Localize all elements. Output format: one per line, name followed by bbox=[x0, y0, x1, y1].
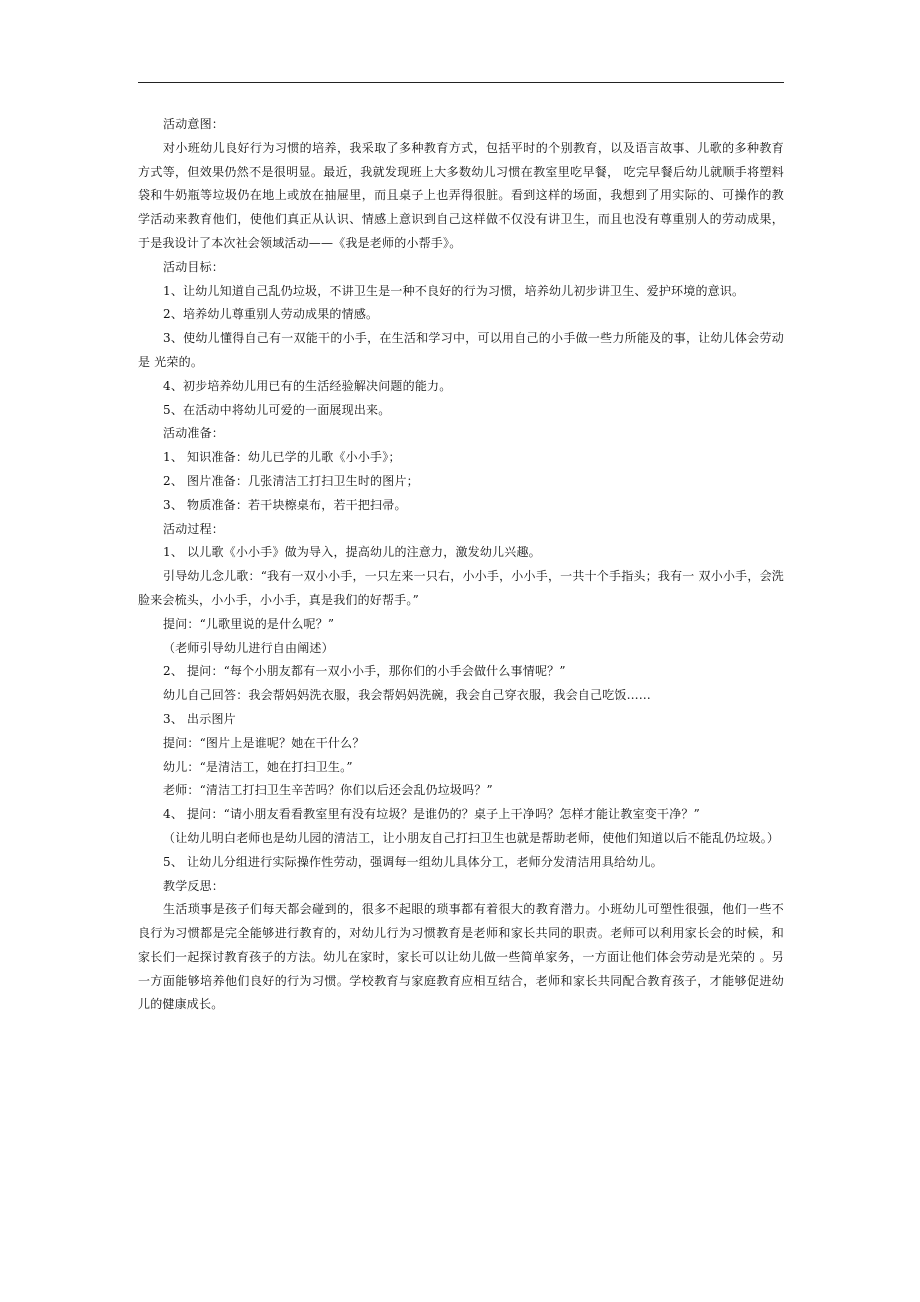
preparation-item-2: 2、 图片准备：几张清洁工打扫卫生时的图片； bbox=[163, 473, 419, 488]
goal-item-5: 5、在活动中将幼儿可爱的一面展现出来。 bbox=[163, 402, 391, 417]
process-note-1: （老师引导幼儿进行自由阐述） bbox=[163, 640, 334, 655]
section-heading-intent: 活动意图： bbox=[163, 117, 225, 131]
process-step-3: 3、 出示图片 bbox=[163, 711, 236, 726]
process-question-1: 提问：“儿歌里说的是什么呢？” bbox=[163, 616, 335, 631]
goal-item-1: 1、让幼儿知道自己乱仍垃圾，不讲卫生是一种不良好的行为习惯，培养幼儿初步讲卫生、爱护环境的意识。 bbox=[163, 283, 745, 298]
process-question-2: 提问：“图片上是谁呢？她在干什么？ bbox=[163, 735, 365, 750]
process-step-4: 4、 提问：“请小朋友看看教室里有没有垃圾？是谁仍的？桌子上干净吗？怎样才能让教室变干净？” bbox=[163, 807, 700, 822]
process-step-5: 5、 让幼儿分组进行实际操作性劳动，强调每一组幼儿具体分工，老师分发清洁用具给幼儿。 bbox=[163, 854, 663, 869]
preparation-item-1: 1、 知识准备：幼儿已学的儿歌《小小手》； bbox=[163, 450, 401, 465]
header-rule bbox=[138, 82, 784, 83]
process-answer: 幼儿自己回答：我会帮妈妈洗衣服，我会帮妈妈洗碗，我会自己穿衣服，我会自己吃饭…… bbox=[163, 688, 652, 703]
goal-item-2: 2、培养幼儿尊重别人劳动成果的情感。 bbox=[163, 307, 379, 322]
section-heading-goals: 活动目标： bbox=[163, 259, 225, 274]
process-note-2: （让幼儿明白老师也是幼儿园的清洁工，让小朋友自己打扫卫生也就是帮助老师，使他们知道以后不能乱仍垃圾。） bbox=[163, 830, 780, 845]
section-heading-process: 活动过程： bbox=[163, 521, 225, 536]
process-step-1: 1、 以儿歌《小小手》做为导入，提高幼儿的注意力，激发幼儿兴趣。 bbox=[163, 545, 541, 560]
reflection-paragraph: 生活琐事是孩子们每天都会碰到的，很多不起眼的琐事都有着很大的教育潜力。小班幼儿可塑性很强，他们一些不良行为习惯都是完全能够进行教育的，对幼儿行为习惯教育是老师和家长共同的职责。老师可以利用家长会的时候，和家长们一起探讨教育孩子的方法。幼儿在家时，家长可以让幼儿做一些简单家务，一方面让他们体会劳动是光荣的 。另一方面能够培养他们良好的行为习惯。学校教育与家庭教育应相互结合，老师和家长共同配合教育孩子，才能够促进幼儿的健康成长。 bbox=[138, 902, 784, 1012]
preparation-item-3: 3、 物质准备：若干块檫桌布，若干把扫帚。 bbox=[163, 497, 407, 512]
process-step-2: 2、 提问：“每个小朋友都有一双小小手，那你们的小手会做什么事情呢？” bbox=[163, 664, 566, 679]
process-rhyme: 引导幼儿念儿歌：“我有一双小小手，一只左来一只右，小小手，小小手，一共十个手指头；我有一 双小小手，会洗脸来会梳头，小小手，小小手，真是我们的好帮手。” bbox=[138, 569, 784, 607]
goal-item-3: 3、使幼儿懂得自己有一双能干的小手，在生活和学习中，可以用自己的小手做一些力所能及的事，让幼儿体会劳动是 光荣的。 bbox=[138, 331, 784, 369]
process-child-reply: 幼儿：“是清洁工，她在打扫卫生。” bbox=[163, 759, 353, 774]
goal-item-4: 4、初步培养幼儿用已有的生活经验解决问题的能力。 bbox=[163, 378, 452, 393]
document-body bbox=[138, 113, 784, 1017]
section-heading-preparation: 活动准备： bbox=[163, 426, 225, 441]
process-teacher-line: 老师：“清洁工打扫卫生辛苦吗？你们以后还会乱仍垃圾吗？” bbox=[163, 783, 493, 798]
section-heading-reflection: 教学反思： bbox=[163, 878, 225, 893]
intent-paragraph: 对小班幼儿良好行为习惯的培养，我采取了多种教育方式，包括平时的个别教育，以及语言故事、儿歌的多种教育方式等，但效果仍然不是很明显。最近，我就发现班上大多数幼儿习惯在教室里吃早餐， 吃完早餐后幼儿就顺手将塑料袋和牛奶瓶等垃圾仍在地上或放在抽屉里，而且桌子上也弄得很脏。看到这样的场面，我想到了用实际的、可操作的教学活动来教育他们，使他们真正从认识、情感上意识到自己这样做不仅没有讲卫生，而且也没有尊重别人的劳动成果，于是我设计了本次社会领域活动——《我是老师的小帮手》。 bbox=[138, 140, 784, 250]
